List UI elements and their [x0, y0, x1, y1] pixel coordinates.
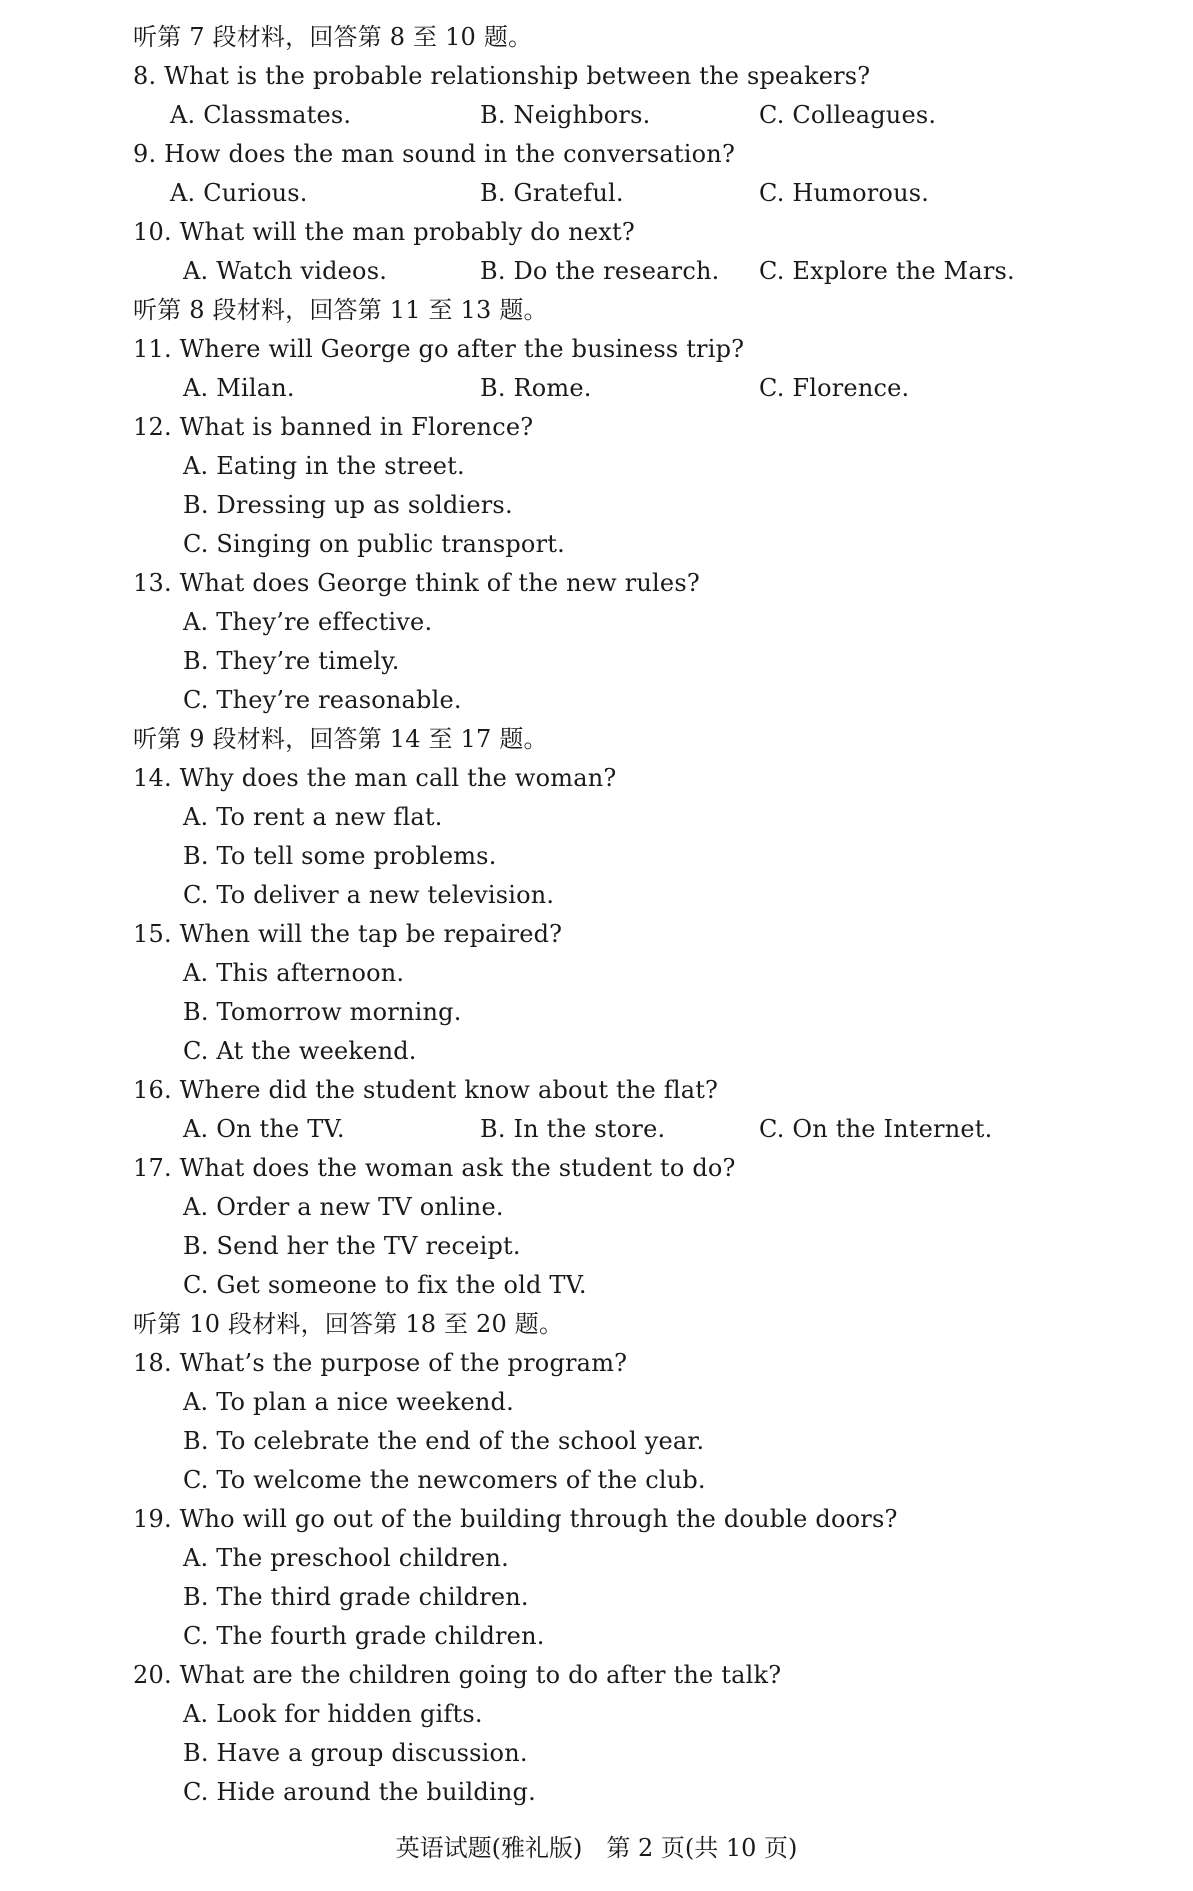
- answer-option: B. Grateful.: [480, 179, 624, 207]
- options-row: [0, 174, 1193, 213]
- question-text: Why does the man call the woman?: [179, 764, 617, 792]
- question-text: What is the probable relationship between the speakers?: [164, 62, 871, 90]
- answer-option: B. To tell some problems.: [183, 842, 497, 870]
- answer-option: B. Dressing up as soldiers.: [183, 491, 513, 519]
- question-number: 14.: [133, 764, 172, 792]
- question-stem: [0, 57, 1193, 96]
- section-heading: 听第 9 段材料，回答第 14 至 17 题。: [133, 725, 548, 753]
- question-number: 12.: [133, 413, 172, 441]
- question-text: Who will go out of the building through the double doors?: [179, 1505, 898, 1533]
- answer-option: C. Singing on public transport.: [183, 530, 565, 558]
- answer-option: A. This afternoon.: [183, 959, 405, 987]
- answer-option: A. The preschool children.: [183, 1544, 509, 1572]
- question-stem: [0, 213, 1193, 252]
- question-number: 11.: [133, 335, 172, 363]
- question-text: What are the children going to do after the talk?: [179, 1661, 782, 1689]
- section-heading: 听第 7 段材料，回答第 8 至 10 题。: [133, 23, 533, 51]
- question-number: 18.: [133, 1349, 172, 1377]
- answer-option: B. To celebrate the end of the school year.: [183, 1427, 705, 1455]
- options-row: [0, 96, 1193, 135]
- answer-option: A. Watch videos.: [183, 257, 388, 285]
- question-stem: [0, 1344, 1193, 1383]
- answer-option: C. The fourth grade children.: [183, 1622, 545, 1650]
- question-text: Where did the student know about the flat?: [179, 1076, 719, 1104]
- question-text: Where will George go after the business trip?: [179, 335, 745, 363]
- answer-option: B. In the store.: [480, 1115, 666, 1143]
- options-row: [0, 1110, 1193, 1149]
- question-stem: [0, 135, 1193, 174]
- options-row: [0, 252, 1193, 291]
- question-stem: [0, 1656, 1193, 1695]
- answer-option: A. Eating in the street.: [183, 452, 465, 480]
- answer-option: C. Humorous.: [759, 179, 930, 207]
- question-stem: [0, 564, 1193, 603]
- answer-option: B. Send her the TV receipt.: [183, 1232, 521, 1260]
- question-text: When will the tap be repaired?: [179, 920, 563, 948]
- question-number: 15.: [133, 920, 172, 948]
- question-text: What will the man probably do next?: [179, 218, 635, 246]
- answer-option: B. The third grade children.: [183, 1583, 529, 1611]
- question-stem: [0, 1500, 1193, 1539]
- answer-option: A. Milan.: [183, 374, 295, 402]
- answer-option: B. Rome.: [480, 374, 592, 402]
- question-number: 17.: [133, 1154, 172, 1182]
- answer-option: B. Neighbors.: [480, 101, 651, 129]
- answer-option: A. To rent a new flat.: [183, 803, 443, 831]
- question-stem: [0, 1149, 1193, 1188]
- answer-option: B. Tomorrow morning.: [183, 998, 462, 1026]
- question-list: [0, 18, 1193, 1812]
- question-stem: [0, 915, 1193, 954]
- question-number: 20.: [133, 1661, 172, 1689]
- question-stem: [0, 330, 1193, 369]
- answer-option: C. Explore the Mars.: [759, 257, 1015, 285]
- question-number: 13.: [133, 569, 172, 597]
- answer-option: C. Get someone to fix the old TV.: [183, 1271, 587, 1299]
- question-stem: [0, 759, 1193, 798]
- options-row: [0, 369, 1193, 408]
- page-footer: 英语试题(雅礼版) 第 2 页(共 10 页): [395, 1834, 798, 1862]
- answer-option: C. On the Internet.: [759, 1115, 993, 1143]
- answer-option: B. Do the research.: [480, 257, 720, 285]
- question-text: What is banned in Florence?: [179, 413, 534, 441]
- question-number: 16.: [133, 1076, 172, 1104]
- answer-option: A. Curious.: [170, 179, 308, 207]
- question-text: How does the man sound in the conversation?: [164, 140, 736, 168]
- answer-option: C. To deliver a new television.: [183, 881, 555, 909]
- answer-option: A. Classmates.: [170, 101, 352, 129]
- question-number: 10.: [133, 218, 172, 246]
- answer-option: C. They’re reasonable.: [183, 686, 462, 714]
- section-heading: 听第 10 段材料，回答第 18 至 20 题。: [133, 1310, 564, 1338]
- question-number: 8.: [133, 62, 157, 90]
- answer-option: A. They’re effective.: [183, 608, 433, 636]
- answer-option: A. To plan a nice weekend.: [183, 1388, 514, 1416]
- question-number: 19.: [133, 1505, 172, 1533]
- question-text: What does George think of the new rules?: [179, 569, 700, 597]
- question-text: What’s the purpose of the program?: [179, 1349, 628, 1377]
- answer-option: C. To welcome the newcomers of the club.: [183, 1466, 706, 1494]
- answer-option: C. Hide around the building.: [183, 1778, 536, 1806]
- answer-option: A. Look for hidden gifts.: [183, 1700, 483, 1728]
- answer-option: C. Colleagues.: [759, 101, 937, 129]
- answer-option: C. At the weekend.: [183, 1037, 417, 1065]
- answer-option: B. They’re timely.: [183, 647, 400, 675]
- question-text: What does the woman ask the student to do?: [179, 1154, 736, 1182]
- section-heading: 听第 8 段材料，回答第 11 至 13 题。: [133, 296, 548, 324]
- answer-option: B. Have a group discussion.: [183, 1739, 528, 1767]
- question-number: 9.: [133, 140, 157, 168]
- answer-option: C. Florence.: [759, 374, 910, 402]
- answer-option: A. On the TV.: [183, 1115, 345, 1143]
- answer-option: A. Order a new TV online.: [183, 1193, 504, 1221]
- question-stem: [0, 1071, 1193, 1110]
- question-stem: [0, 408, 1193, 447]
